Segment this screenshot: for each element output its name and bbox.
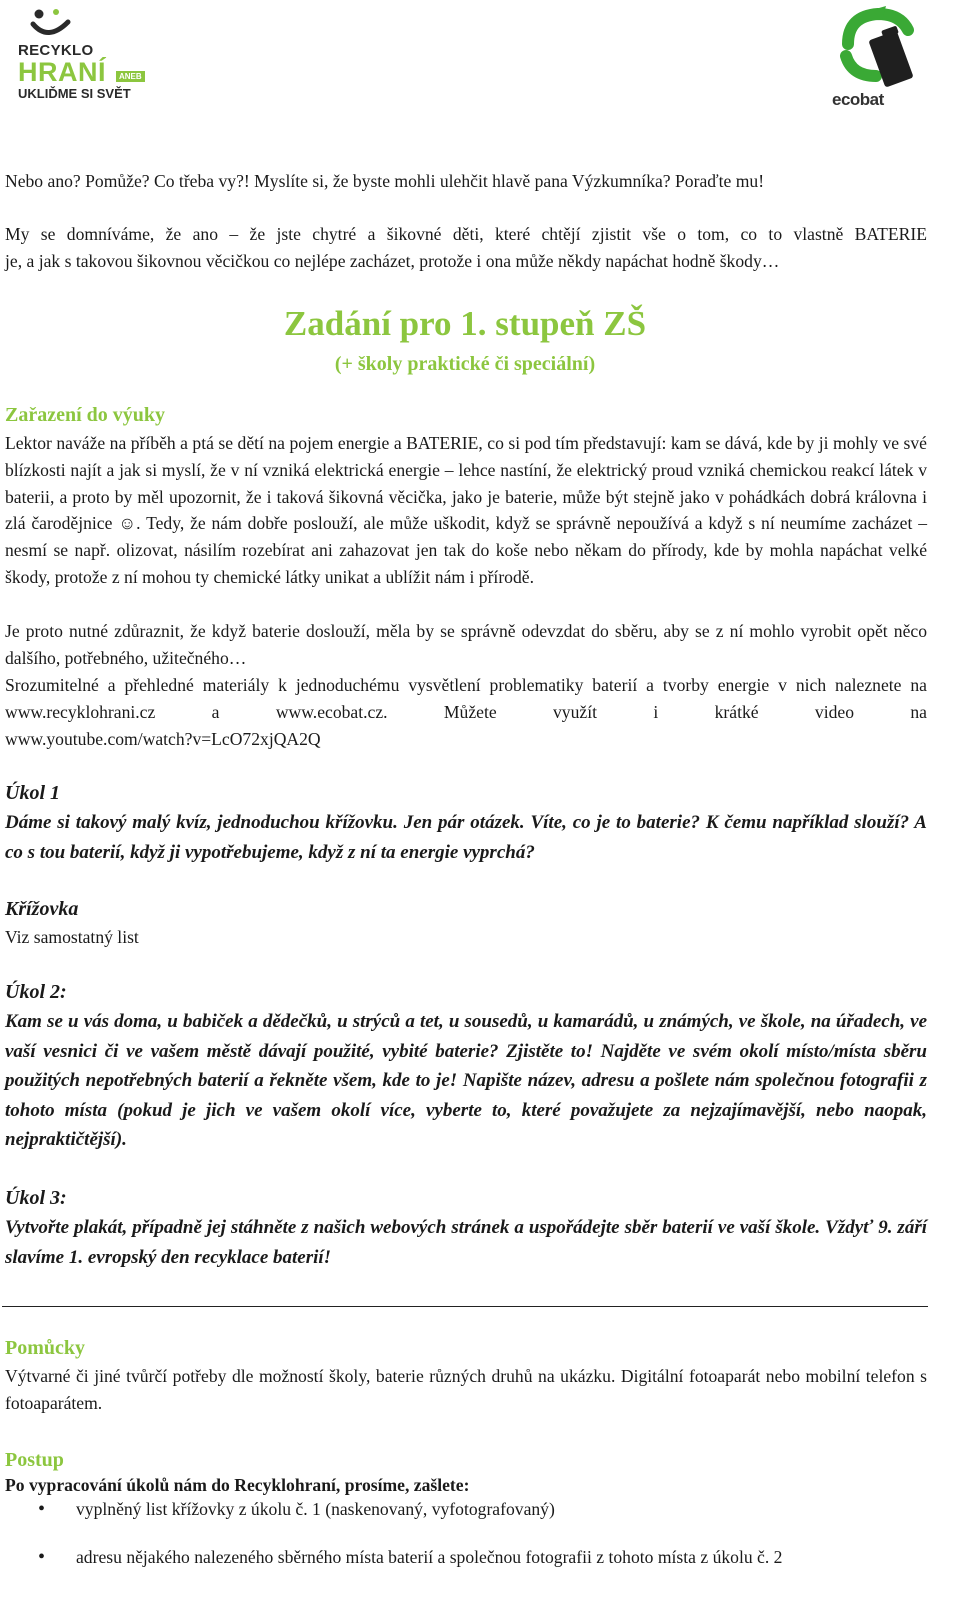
youtube-link[interactable]: www.youtube.com/watch?v=LcO72xjQA2Q: [5, 729, 321, 749]
battery-recycle-icon: [838, 4, 918, 92]
task-2-text: Kam se u vás doma, u babiček a dědečků, u strýců a tet, u sousedů, u kamarádů, u známých, ve škole, na úřadech, ve vaší vesnici či ve vašem městě dávají použité, vybité baterie? Zjistěte to! Najděte ve svém okolí místo/místa sběru použitých nepotřebných baterií a řekněte všem, kde to je! Napište název, adresu a pošlete nám společnou fotografii z tohoto místa (pokud je jich ve vašem okolí více, vyberte to, které považujete za nejzajímavější, nebo naopak, nejpraktičtější).: [5, 1011, 927, 1150]
recyklohrani-logo: [16, 6, 146, 101]
task-3-title: Úkol 3:: [5, 1187, 67, 1209]
page-subtitle: (+ školy praktické či speciální): [334, 353, 596, 375]
section-title-pomucky: Pomůcky: [5, 1337, 85, 1359]
logo-tag-aneb: ANEB: [116, 71, 145, 82]
smile-icon: [30, 8, 72, 42]
zarazeni-paragraph-1: Lektor naváže na příběh a ptá se dětí na pojem energie a BATERIE, co si pod tím představují: kam se dává, kde by ji mohly ve své blízkosti najít a jak si myslí, že v ní vzniká elektrická energie – lehce nastíní, že elektrický proud vzniká chemickou reakcí látek v baterii, a proto by měl upozornit, že i taková šikovná věcička, jako je baterie, může být stejně jako v pohádkách dobrá královna i zlá čarodějnice ☺. Tedy, že nám dobře poslouží, ale může uškodit, když se správně nepoužívá a když s ní neumíme zacházet – nesmí se např. olizovat, násilím rozebírat ani zahazovat jen tak do koše nebo někam do přírody, kde by mohla napáchat velké škody, protože z ní mohou ty chemické látky unikat a ublížit nám i přírodě.: [5, 433, 927, 587]
section-divider: [2, 1306, 928, 1307]
task-1-title: Úkol 1: [5, 782, 60, 804]
intro-paragraph-1: Nebo ano? Pomůže? Co třeba vy?! Myslíte si, že byste mohli ulehčit hlavě pana Výzkumníka? Poraďte mu!: [5, 171, 765, 191]
intro-paragraph-2-line-1: My se domníváme, že ano – že jste chytré a šikovné děti, které chtějí zjistit vše o tom, co to vlastně BATERIE: [5, 224, 927, 244]
logo-line-hrani: HRANÍ: [18, 57, 106, 87]
page-title: Zadání pro 1. stupeň ZŠ: [283, 304, 647, 343]
list-item: • adresu nějakého nalezeného sběrného místa baterií a společnou fotografii z tohoto místa z úkolu č. 2: [0, 1545, 782, 1569]
crossword-title: Křížovka: [5, 898, 79, 920]
list-item: • vyplněný list křížovky z úkolu č. 1 (naskenovaný, vyfotografovaný): [0, 1497, 555, 1521]
zarazeni-paragraph-3: Srozumitelné a přehledné materiály k jednoduchému vysvětlení problematiky baterií a tvorby energie v nich naleznete na www.recyklohrani.cz a www.ecobat.cz. Můžete využít i krátké video na: [5, 675, 927, 722]
postup-list: [0, 1497, 555, 1521]
postup-intro: Po vypracování úkolů nám do Recyklohraní, prosíme, zašlete:: [5, 1475, 470, 1495]
logo-line-recyklo: RECYKLO: [18, 42, 94, 59]
task-2-title: Úkol 2:: [5, 981, 67, 1003]
postup-list-continued: [0, 1545, 782, 1569]
section-title-zarazeni: Zařazení do výuky: [5, 404, 166, 426]
logo-line-uklidme: UKLIĎME SI SVĚT: [18, 86, 131, 101]
ecobat-logo: [832, 4, 928, 114]
section-title-postup: Postup: [5, 1449, 64, 1471]
page-header: [0, 0, 960, 120]
task-3-text: Vytvořte plakát, případně jej stáhněte z našich webových stránek a uspořádejte sběr baterií ve vaší škole. Vždyť 9. září slavíme 1. evropský den recyklace baterií!: [5, 1217, 927, 1268]
task-1-text: Dáme si takový malý kvíz, jednoduchou křížovku. Jen pár otázek. Víte, co je to baterie? K čemu například slouží? A co s tou baterií, když ji vypotřebujeme, když z ní ta energie vyprchá?: [5, 812, 927, 863]
pomucky-text: Výtvarné či jiné tvůrčí potřeby dle možností školy, baterie různých druhů na ukázku. Digitální fotoaparát nebo mobilní telefon s fotoaparátem.: [5, 1366, 927, 1413]
crossword-text: Viz samostatný list: [5, 927, 139, 947]
ecobat-brand: ecobat: [832, 90, 884, 109]
zarazeni-paragraph-2: Je proto nutné zdůraznit, že když baterie doslouží, měla by se správně odevzdat do sběru, aby se z ní mohlo vyrobit opět něco dalšího, potřebného, užitečného…: [5, 621, 927, 668]
intro-paragraph-2-line-2: je, a jak s takovou šikovnou věcičkou co nejlépe zacházet, protože i ona může někdy napáchat hodně škody…: [5, 251, 780, 271]
